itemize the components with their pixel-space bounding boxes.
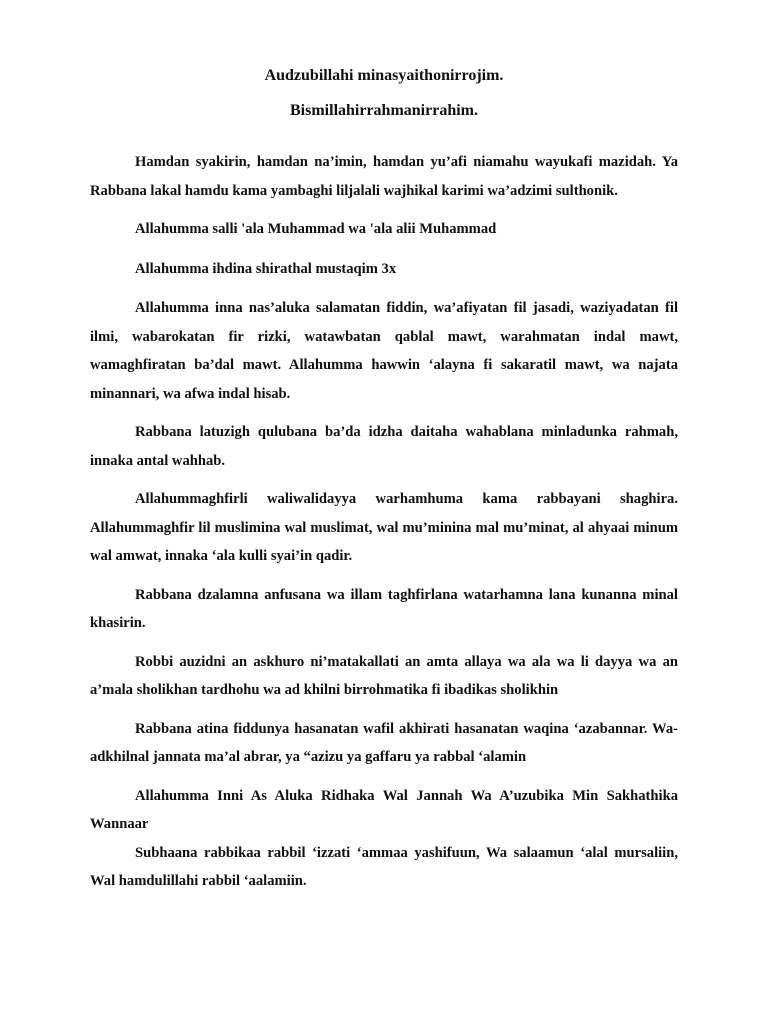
paragraph-hamdan: Hamdan syakirin, hamdan na’imin, hamdan yu’afi niamahu wayukafi mazidah. Ya Rabbana lakal hamdu kama yambaghi liljalali wajhikal karimi wa’adzimi sulthonik.	[90, 154, 678, 199]
paragraph-ridhaka: Allahumma Inni As Aluka Ridhaka Wal Jannah Wa A’uzubika Min Sakhathika Wannaar	[90, 787, 678, 832]
heading-taawudz: Audzubillahi minasyaithonirrojim.	[264, 67, 504, 84]
paragraph-salamatan: Allahumma inna nas’aluka salamatan fiddin, wa’afiyatan fil jasadi, waziyadatan fil ilmi, wabarokatan fir rizki, watawbatan qablal mawt, warahmatan indal mawt, wamaghfiratan ba’dal mawt. Allahumma hawwin ‘alayna fi sakaratil mawt, wa najata minannari, wa afwa indal hisab.	[90, 300, 678, 402]
paragraph-fiddunya: Rabbana atina fiddunya hasanatan wafil akhirati hasanatan waqina ‘azabannar. Wa-adkhilnal jannata ma’al abrar, ya “azizu ya gaffaru ya rabbal ‘alamin	[90, 720, 678, 765]
paragraph-latuzigh: Rabbana latuzigh qulubana ba’da idzha daitaha wahablana minladunka rahmah, innaka antal wahhab.	[90, 424, 678, 469]
paragraph-subhaana: Subhaana rabbikaa rabbil ‘izzati ‘ammaa yashifuun, Wa salaamun ‘alal mursaliin, Wal hamdulillahi rabbil ‘aalamiin.	[90, 844, 678, 889]
paragraph-ighfirli: Allahummaghfirli waliwalidayya warhamhuma kama rabbayani shaghira. Allahummaghfir lil muslimina wal muslimat, wal mu’minina mal mu’minat, al ahyaai minum wal amwat, innaka ‘ala kulli syai’in qadir.	[90, 491, 678, 564]
paragraph-ihdina: Allahumma ihdina shirathal mustaqim 3x	[135, 260, 397, 277]
paragraph-shalawat: Allahumma salli 'ala Muhammad wa 'ala alii Muhammad	[135, 221, 497, 237]
paragraph-dzalamna: Rabbana dzalamna anfusana wa illam taghfirlana watarhamna lana kunanna minal khasirin.	[90, 586, 678, 631]
paragraph-auzidni: Robbi auzidni an askhuro ni’matakallati an amta allaya wa ala wa li dayya wa an a’mala sholikhan tardhohu wa ad khilni birrohmatika fi ibadikas sholikhin	[90, 653, 678, 698]
heading-basmalah: Bismillahirrahmanirrahim.	[290, 102, 478, 119]
